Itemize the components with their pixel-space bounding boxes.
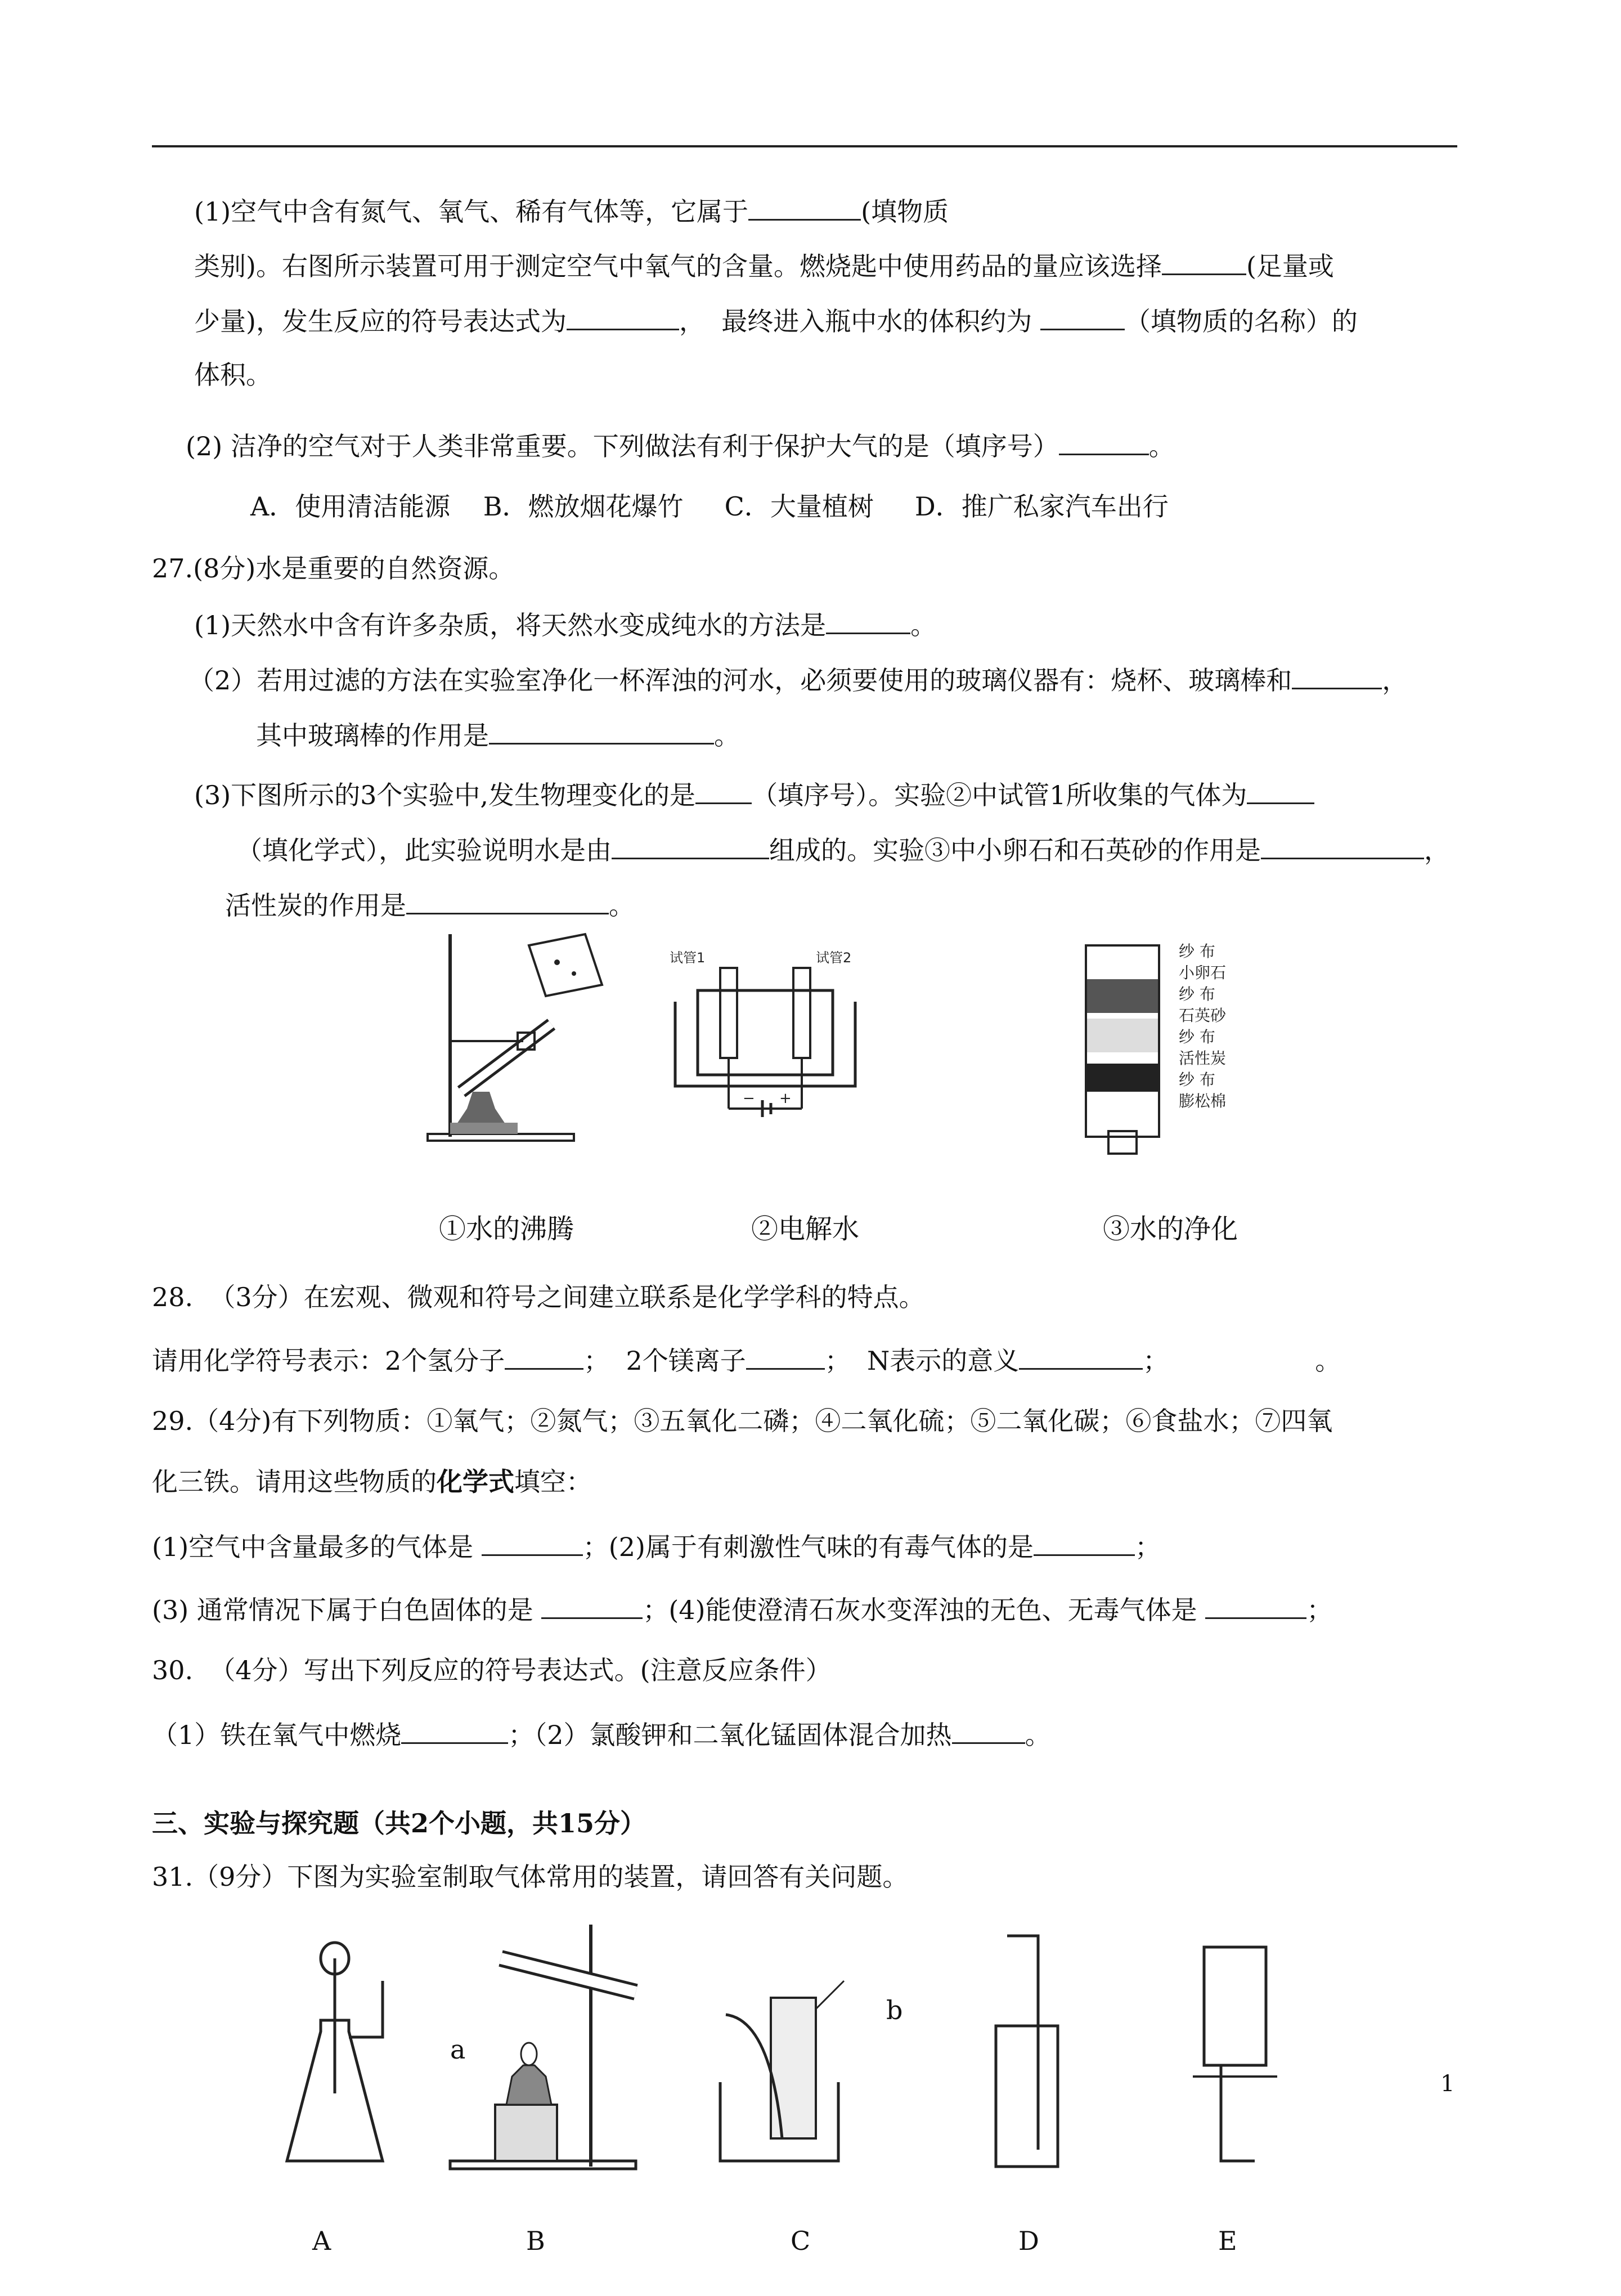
filter-label-2: 小卵石 [1179, 963, 1227, 982]
q28-title: 28. （3分）在宏观、微观和符号之间建立联系是化学学科的特点。 [152, 1282, 925, 1312]
apparatus-label-c: C [791, 2226, 811, 2256]
q26-line2: 类别)。右图所示装置可用于测定空气中氧气的含量。燃烧匙中使用药品的量应该选择 (足量或 [194, 248, 1334, 283]
svg-text:−: − [743, 1090, 755, 1107]
q29-line2: 化三铁。请用这些物质的化学式填空： [152, 1467, 592, 1497]
q26-line1: (1)空气中含有氮气、氧气、稀有气体等，它属于 (填物质 [194, 193, 949, 228]
apparatus-a [287, 1943, 383, 2161]
caption-electrolysis: ②电解水 [751, 1213, 860, 1245]
filter-label-6: 活性炭 [1179, 1049, 1227, 1068]
water-filter-apparatus [1075, 934, 1311, 1159]
gas-apparatus-figure [264, 1925, 1311, 2189]
q29-s1: (1)空气中含量最多的气体是 ；(2)属于有刺激性气味的有毒气体的是 ； [152, 1528, 1161, 1564]
filter-label-1: 纱 布 [1179, 942, 1215, 961]
q30-title: 30. （4分）写出下列反应的符号表达式。(注意反应条件） [152, 1655, 832, 1685]
header-rule [152, 145, 1457, 147]
caption-boiling: ①水的沸腾 [439, 1213, 574, 1245]
caption-purification: ③水的净化 [1103, 1213, 1238, 1245]
apparatus-d [996, 1936, 1058, 2167]
apparatus-b [450, 1925, 636, 2169]
q27-title: 27.(8分)水是重要的自然资源。 [152, 553, 515, 584]
q26-options: A．使用清洁能源 B．燃放烟花爆竹 C．大量植树 D．推广私家汽车出行 [250, 491, 1169, 522]
q27-s2: （2）若用过滤的方法在实验室净化一杯浑浊的河水，必须要使用的玻璃仪器有：烧杯、玻璃棒和 ， [188, 662, 1408, 697]
tube2-label: 试管2 [816, 950, 852, 966]
q30-s1: （1）铁在氧气中燃烧 ；（2）氯酸钾和二氧化锰固体混合加热 。 [152, 1716, 1051, 1752]
apparatus-label-a: A [312, 2226, 331, 2256]
part-label-a: a [450, 2034, 466, 2065]
svg-text:+: + [779, 1090, 792, 1107]
filter-label-5: 纱 布 [1179, 1028, 1215, 1046]
filter-label-3: 纱 布 [1179, 985, 1215, 1003]
q31-title: 31.（9分）下图为实验室制取气体常用的装置，请回答有关问题。 [152, 1862, 909, 1892]
electrolysis-apparatus [664, 934, 866, 1137]
q27-s3-line3: 活性炭的作用是 。 [225, 887, 635, 922]
q28-line: 请用化学符号表示：2个氢分子 ； 2个镁离子 ； N表示的意义 ； 。 [152, 1342, 1341, 1378]
q29-title: 29.（4分)有下列物质：①氧气；②氮气；③五氧化二磷；④二氧化硫；⑤二氧化碳；⑥食盐水；⑦四氧 [152, 1406, 1333, 1436]
boiling-water-apparatus [416, 923, 608, 1148]
apparatus-c [720, 1981, 844, 2161]
section3-title: 三、实验与探究题（共2个小题，共15分） [152, 1808, 646, 1838]
apparatus-e [1193, 1947, 1277, 2161]
apparatus-label-e: E [1218, 2226, 1237, 2256]
q29-s3: (3) 通常情况下属于白色固体的是 ；(4)能使澄清石灰水变浑浊的无色、无毒气体是 ； [152, 1591, 1332, 1627]
page-number: 1 [1440, 2071, 1455, 2097]
q27-s2-line2: 其中玻璃棒的作用是 。 [256, 717, 740, 752]
q27-s3-line2: （填化学式），此实验说明水是由 组成的。实验③中小卵石和石英砂的作用是 ， [236, 832, 1450, 867]
q27-s1: (1)天然水中含有许多杂质，将天然水变成纯水的方法是 。 [194, 607, 936, 642]
tube1-label: 试管1 [670, 950, 706, 966]
q26-line4: 体积。 [194, 360, 272, 390]
q26-line3: 少量)，发生反应的符号表达式为 ， 最终进入瓶中水的体积约为 （填物质的名称）的 [194, 303, 1358, 338]
q27-s3: (3)下图所示的3个实验中,发生物理变化的是 （填序号）。实验②中试管1所收集的气体为 [194, 777, 1314, 812]
part-label-b: b [886, 1995, 903, 2025]
apparatus-label-d: D [1018, 2226, 1039, 2256]
q26-part2: (2) 洁净的空气对于人类非常重要。下列做法有利于保护大气的是（填序号） 。 [186, 428, 1175, 463]
filter-label-7: 纱 布 [1179, 1070, 1215, 1089]
filter-label-8: 膨松棉 [1179, 1092, 1227, 1110]
apparatus-label-b: B [526, 2226, 545, 2256]
filter-label-4: 石英砂 [1179, 1006, 1227, 1025]
